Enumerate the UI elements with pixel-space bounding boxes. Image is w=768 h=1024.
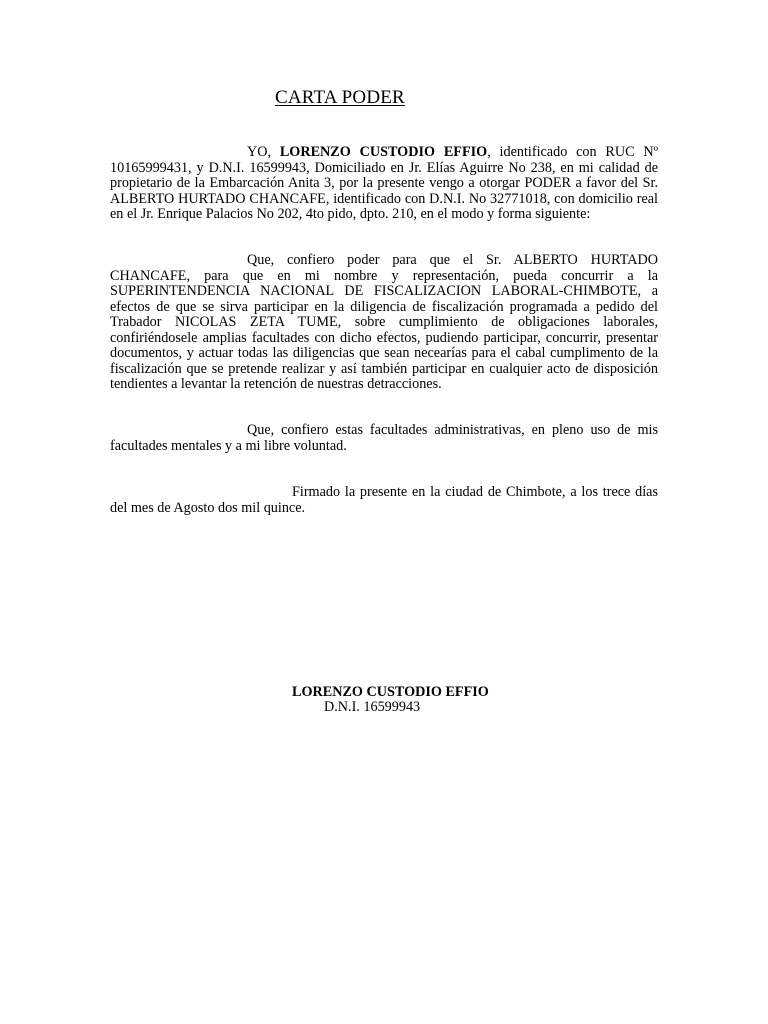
signature-dni: D.N.I. 16599943 xyxy=(324,699,421,715)
grantor-name: LORENZO CUSTODIO EFFIO xyxy=(279,144,488,160)
paragraph-powers: Que, confiero poder para que el Sr. ALBERTO HURTADO CHANCAFE, para que en mi nombre y representación, pueda concurrir a la SUPERINTENDENCIA NACIONAL DE FISCALIZACION LABORAL-CHIMBOTE, a efectos de que se sirva participar en la diligencia de fiscalización programada a pedido del Trabador NICOLAS ZETA TUME, sobre cumplimiento de obligaciones laborales, confiriéndosele amplias facultades con dicho efectos, pudiendo participar, concurrir, presentar documentos, y actuar todas las diligencias que sean necearías para el cabal cumplimento de la fiscalización que se pretende realizar y así también participar en cualquier acto de disposición tendientes a levantar la retención de nuestras detracciones. xyxy=(110,252,658,392)
paragraph-grant-of-power xyxy=(110,145,658,223)
paragraph-administrative-faculties: Que, confiero estas facultades administrativas, en pleno uso de mis facultades mentales y a mi libre voluntad. xyxy=(110,422,658,454)
paragraph-body: , identificado con RUC Nº 10165999431, y D.N.I. 16599943, Domiciliado en Jr. Elías Aguirre No 238, en mi calidad de propietario de la Embarcación Anita 3, por la presente vengo a otorgar PODER a favor del Sr. ALBERTO HURTADO CHANCAFE, identificado con D.N.I. No 32771018, con domicilio real en el Jr. Enrique Palacios No 202, 4to pido, dpto. 210, en el modo y forma siguiente: xyxy=(110,144,658,222)
paragraph-lead: YO, xyxy=(247,144,280,160)
document-title: CARTA PODER xyxy=(275,87,405,108)
paragraph-signed-place-date: Firmado la presente en la ciudad de Chimbote, a los trece días del mes de Agosto dos mil quince. xyxy=(110,484,658,516)
signature-name: LORENZO CUSTODIO EFFIO xyxy=(292,684,489,700)
